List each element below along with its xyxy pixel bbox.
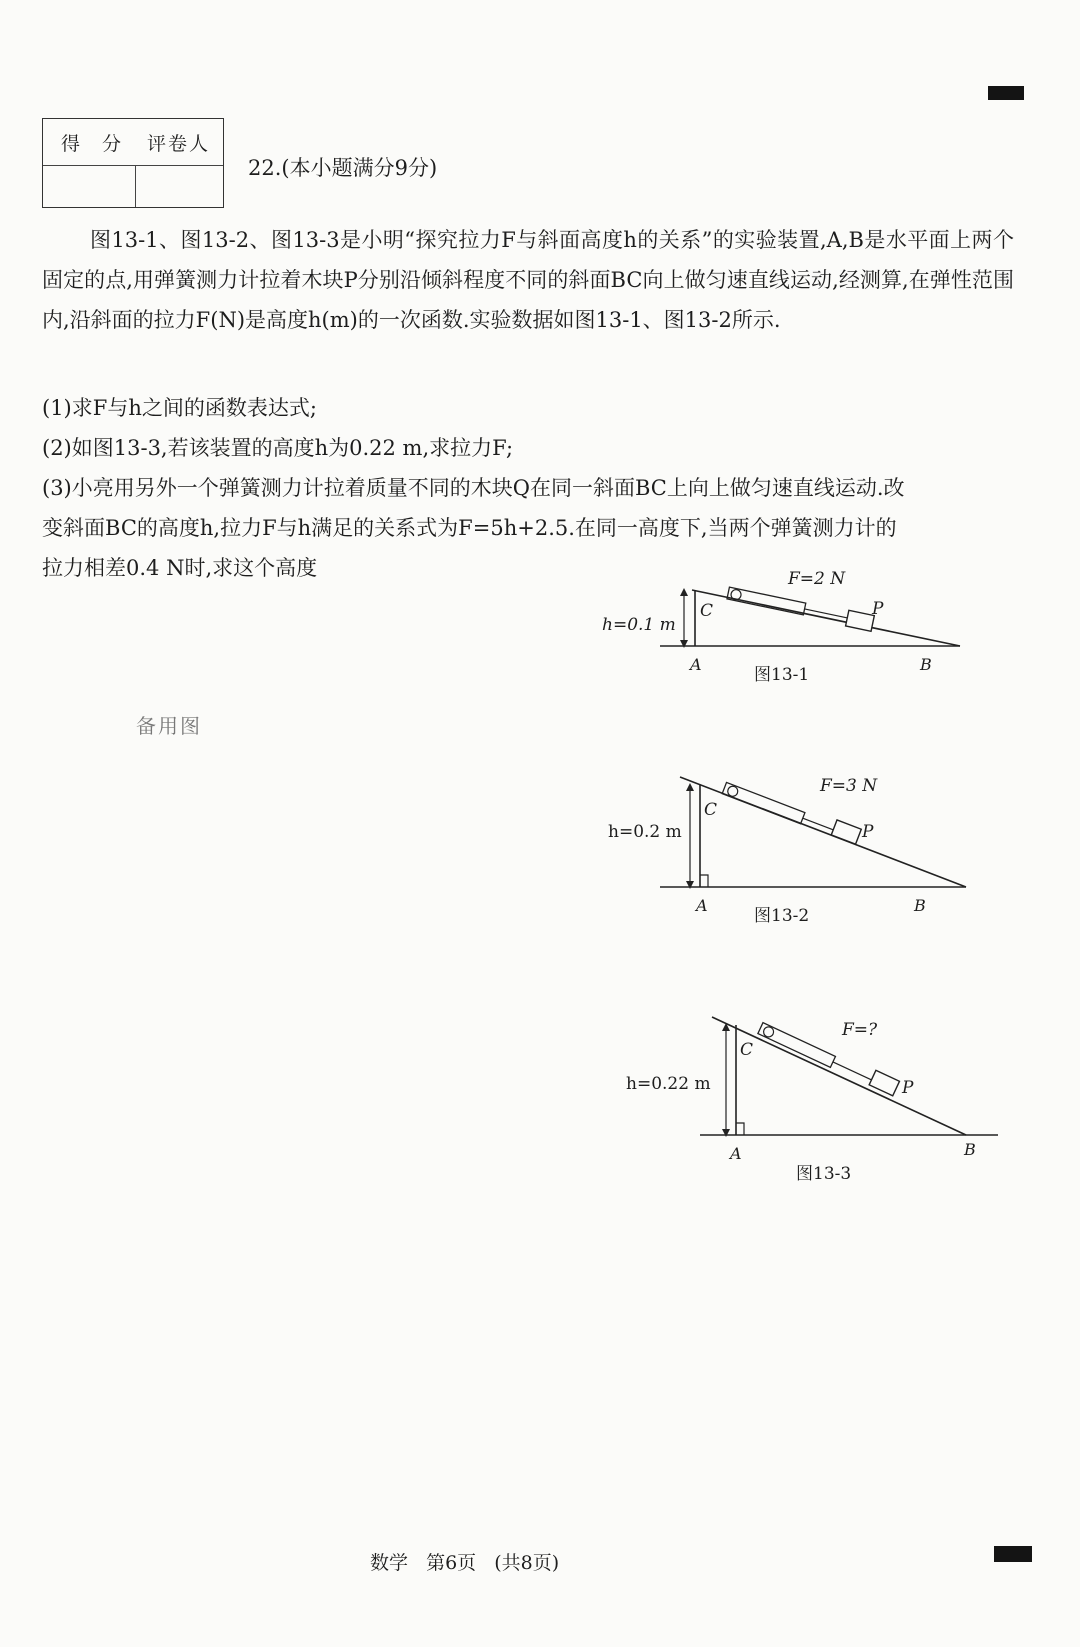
force-label: F=3 N [820, 776, 878, 796]
figure-13-1 [602, 569, 980, 690]
label-p: P [862, 822, 874, 842]
score-label: 得 分 [61, 133, 130, 155]
score-box-divider [43, 165, 223, 166]
label-b: B [914, 896, 926, 915]
question-part-3-line-1: (3)小亮用另外一个弹簧测力计拉着质量不同的木块Q在同一斜面BC上向上做匀速直线运动.改 [42, 476, 905, 500]
page-footer [370, 1548, 571, 1575]
question-part-3-line-3: 拉力相差0.4 N时,求这个高度 [42, 556, 318, 580]
corner-mark-top [988, 86, 1024, 100]
height-label: h=0.2 m [608, 822, 682, 842]
figure-caption: 图13-3 [796, 1164, 852, 1184]
question-part-2: (2)如图13-3,若该装置的高度h为0.22 m,求拉力F; [42, 436, 514, 460]
grader-label: 评卷人 [147, 133, 211, 155]
block-p [846, 610, 875, 631]
question-intro: 图13-1、图13-2、图13-3是小明“探究拉力F与斜面高度h的关系”的实验装置,A,B是水平面上两个固定的点,用弹簧测力计拉着木块P分别沿倾斜程度不同的斜面BC向上做匀速直线运动,经测算,在弹性范围内,沿斜面的拉力F(N)是高度h(m)的一次函数.实验数据如图13-1、图13-2所示. [42, 228, 1014, 332]
right-angle-mark [700, 875, 708, 887]
force-label: F=? [842, 1020, 878, 1040]
question-part-3-line-2: 变斜面BC的高度h,拉力F与h满足的关系式为F=5h+2.5.在同一高度下,当两个弹簧测力计的 [42, 516, 897, 540]
question-title: 22.(本小题满分9分) [248, 156, 438, 180]
label-a: A [690, 655, 702, 674]
score-box [42, 118, 224, 208]
height-label: h=0.1 m [602, 615, 676, 635]
figure-13-3 [620, 1005, 990, 1190]
footer-page: 第6页 [426, 1552, 477, 1574]
slope-line [712, 1017, 966, 1135]
footer-subject: 数学 [370, 1552, 409, 1574]
label-c: C [740, 1040, 754, 1060]
block-p [831, 820, 861, 844]
score-box-column-divider [135, 165, 136, 207]
footer-total: (共8页) [494, 1552, 560, 1574]
label-c: C [704, 800, 718, 820]
height-arrow-head-bottom [722, 1129, 730, 1137]
spare-figure-note: 备用图 [136, 714, 202, 738]
right-angle-mark [736, 1123, 744, 1135]
label-b: B [920, 655, 932, 674]
height-label: h=0.22 m [626, 1074, 711, 1094]
corner-mark-bottom [994, 1546, 1032, 1562]
label-p: P [902, 1078, 914, 1098]
height-arrow-head-top [686, 783, 694, 791]
figure-caption: 图13-1 [754, 665, 810, 685]
label-b: B [964, 1140, 976, 1159]
question-part-1: (1)求F与h之间的函数表达式; [42, 396, 317, 420]
label-c: C [700, 601, 714, 621]
figure-caption: 图13-2 [754, 906, 810, 926]
force-label: F=2 N [788, 569, 846, 589]
label-a: A [730, 1144, 742, 1163]
figure-13-2 [608, 765, 980, 940]
height-arrow-head-top [680, 588, 688, 596]
label-p: P [872, 599, 884, 619]
label-a: A [696, 896, 708, 915]
